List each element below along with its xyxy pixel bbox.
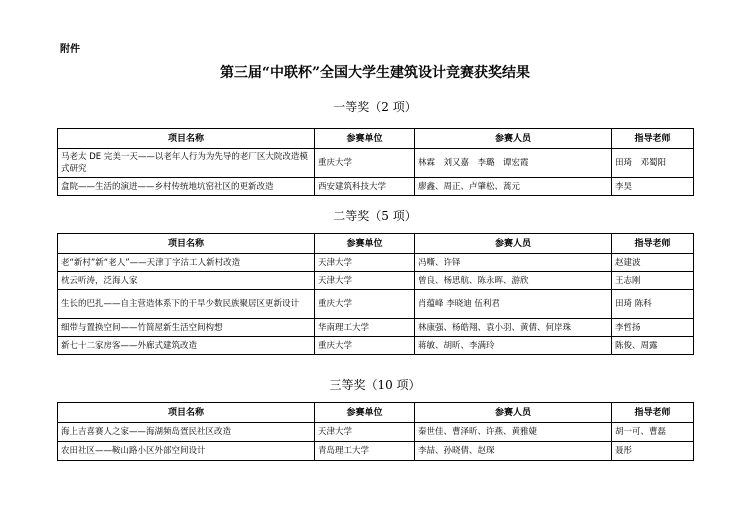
project-name: 生长的巴扎——自主营造体系下的干旱少数民族聚居区更新设计 — [58, 290, 315, 319]
header-unit: 参赛单位 — [315, 129, 415, 149]
advisor: 胡一可、曹磊 — [612, 423, 694, 442]
header-unit: 参赛单位 — [315, 234, 415, 254]
members: 蒋敏、胡昕、李满玲 — [415, 337, 612, 355]
unit-name: 西安建筑科技大学 — [315, 178, 415, 196]
advisor: 田琦 邓蜀阳 — [612, 149, 694, 178]
third-prize-heading: 三等奖（10 项） — [329, 378, 421, 392]
header-advisor: 指导老师 — [612, 129, 694, 149]
table-row — [58, 319, 694, 337]
table-row — [58, 254, 694, 272]
members: 李喆、孙晓倩、赵琛 — [415, 442, 612, 461]
third-prize-table — [57, 402, 694, 461]
first-prize-table — [57, 128, 694, 196]
project-name: 细带与置换空间——竹简屋新生活空间构想 — [58, 319, 315, 337]
table-row — [58, 337, 694, 355]
header-advisor: 指导老师 — [612, 403, 694, 423]
unit-name: 天津大学 — [315, 254, 415, 272]
second-prize-heading: 二等奖（5 项） — [333, 209, 417, 223]
unit-name: 天津大学 — [315, 423, 415, 442]
table-row — [58, 290, 694, 319]
header-unit: 参赛单位 — [315, 403, 415, 423]
header-members: 参赛人员 — [415, 403, 612, 423]
header-members: 参赛人员 — [415, 129, 612, 149]
project-name: 农田社区——鞍山路小区外部空间设计 — [58, 442, 315, 461]
unit-name: 天津大学 — [315, 272, 415, 290]
table-row — [58, 423, 694, 442]
advisor: 陈俊、周露 — [612, 337, 694, 355]
project-name: 枕云听涛，泛海人家 — [58, 272, 315, 290]
project-name: 老“新村”新“老人”——天津丁字沽工人新村改造 — [58, 254, 315, 272]
project-name: 新七十二家房客——外廊式建筑改造 — [58, 337, 315, 355]
header-members: 参赛人员 — [415, 234, 612, 254]
unit-name: 重庆大学 — [315, 337, 415, 355]
table-row — [58, 272, 694, 290]
header-project: 项目名称 — [58, 403, 315, 423]
unit-name: 重庆大学 — [315, 149, 415, 178]
project-name: 海上吉喜赛人之家——海湖频岛疍民社区改造 — [58, 423, 315, 442]
advisor: 赵建波 — [612, 254, 694, 272]
members: 冯嘶、许铎 — [415, 254, 612, 272]
members: 秦世佳、曹泽昕、许燕、黄雅婕 — [415, 423, 612, 442]
document-title: 第三届“中联杯”全国大学生建筑设计竞赛获奖结果 — [219, 65, 531, 81]
unit-name: 华南理工大学 — [315, 319, 415, 337]
table-row — [58, 178, 694, 196]
table-header-row — [58, 403, 694, 423]
unit-name: 青岛理工大学 — [315, 442, 415, 461]
advisor: 王志刚 — [612, 272, 694, 290]
advisor: 李哲扬 — [612, 319, 694, 337]
advisor: 李昊 — [612, 178, 694, 196]
advisor: 田琦 陈科 — [612, 290, 694, 319]
members: 肖蕴峰 李晓迪 伍利君 — [415, 290, 612, 319]
project-name: 盒院——生活的演进——乡村传统地坑窑社区的更新改造 — [58, 178, 315, 196]
attachment-label: 附件 — [60, 44, 80, 55]
header-project: 项目名称 — [58, 129, 315, 149]
members: 林霖 刘又嘉 李璐 谭宏霞 — [415, 149, 612, 178]
second-prize-table — [57, 233, 694, 355]
advisor: 聂彤 — [612, 442, 694, 461]
first-prize-heading: 一等奖（2 项） — [333, 100, 417, 114]
table-row — [58, 149, 694, 178]
unit-name: 重庆大学 — [315, 290, 415, 319]
table-row — [58, 442, 694, 461]
header-project: 项目名称 — [58, 234, 315, 254]
table-header-row — [58, 234, 694, 254]
members: 林康强、杨皓翔、袁小羽、黄倩、何岸珠 — [415, 319, 612, 337]
table-header-row — [58, 129, 694, 149]
project-name: 马老太 DE 完美一天——以老年人行为为先导的老厂区大院改造模式研究 — [58, 149, 315, 178]
header-advisor: 指导老师 — [612, 234, 694, 254]
members: 廖鑫、周正、卢肇松、蒿元 — [415, 178, 612, 196]
members: 曾良、杨思航、陈永晖、游欣 — [415, 272, 612, 290]
